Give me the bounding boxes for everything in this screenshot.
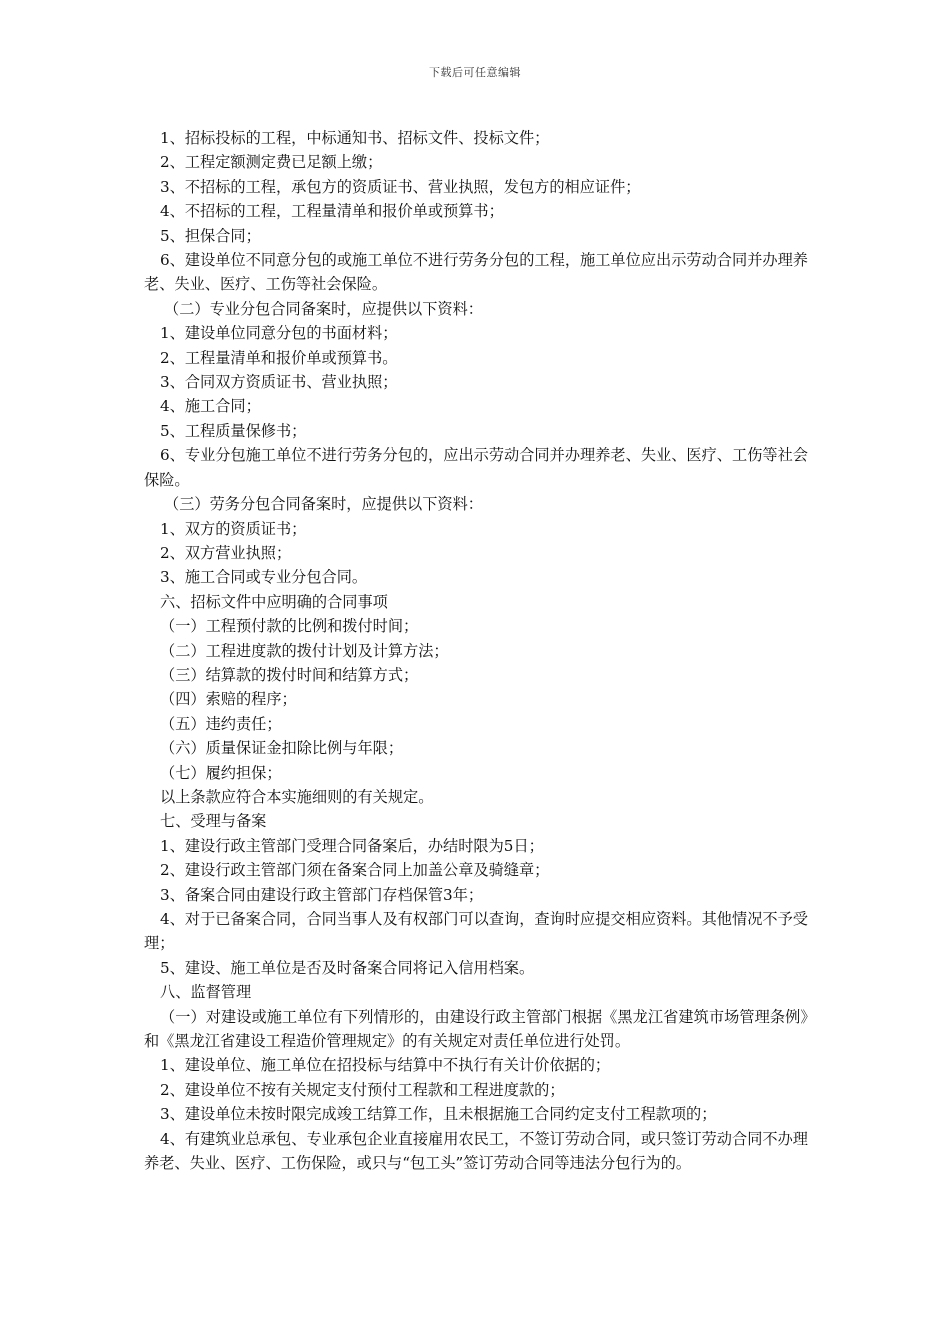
- paragraph-line: 6、专业分包施工单位不进行劳务分包的，应出示劳动合同并办理养老、失业、医疗、工伤等社会保险。: [144, 446, 808, 489]
- paragraph-line: （三）结算款的拨付时间和结算方式；: [160, 665, 419, 684]
- paragraph-line: 1、建设单位同意分包的书面材料；: [160, 324, 398, 343]
- paragraph-line: 2、工程量清单和报价单或预算书。: [160, 348, 398, 367]
- section-heading: （二）专业分包合同备案时，应提供以下资料：: [164, 299, 483, 318]
- section-heading: 八、监督管理: [160, 983, 252, 1002]
- paragraph-line: 3、备案合同由建设行政主管部门存档保管3年；: [160, 885, 484, 904]
- paragraph-line: 2、双方营业执照；: [160, 543, 292, 562]
- paragraph-line: （一）对建设或施工单位有下列情形的，由建设行政主管部门根据《黑龙江省建筑市场管理条例》和《黑龙江省建设工程造价管理规定》的有关规定对责任单位进行处罚。: [144, 1007, 808, 1051]
- paragraph-line: 4、施工合同；: [160, 397, 261, 416]
- paragraph-line: 1、双方的资质证书；: [160, 519, 307, 538]
- paragraph-line: 5、建设、施工单位是否及时备案合同将记入信用档案。: [160, 958, 535, 977]
- section-heading: （三）劳务分包合同备案时，应提供以下资料：: [164, 495, 483, 514]
- paragraph-line: 3、不招标的工程，承包方的资质证书、营业执照，发包方的相应证件；: [160, 177, 641, 196]
- paragraph-line: 1、建设行政主管部门受理合同备案后，办结时限为5日；: [160, 836, 544, 855]
- paragraph-line: 5、担保合同；: [160, 226, 261, 245]
- paragraph-line: （六）质量保证金扣除比例与年限；: [160, 739, 403, 758]
- section-heading: 七、受理与备案: [160, 812, 267, 831]
- paragraph-line: 1、建设单位、施工单位在招投标与结算中不执行有关计价依据的；: [160, 1056, 611, 1075]
- header-note: 下载后可任意编辑: [429, 66, 521, 79]
- paragraph-line: 4、不招标的工程，工程量清单和报价单或预算书；: [160, 202, 504, 221]
- paragraph-line: 4、有建筑业总承包、专业承包企业直接雇用农民工，不签订劳动合同，或只签订劳动合同不办理养老、失业、医疗、工伤保险，或只与“包工头”签订劳动合同等违法分包行为的。: [144, 1129, 808, 1173]
- paragraph-line: （一）工程预付款的比例和拨付时间；: [160, 617, 419, 636]
- paragraph-line: （五）违约责任；: [160, 714, 282, 733]
- paragraph-line: 以上条款应符合本实施细则的有关规定。: [160, 787, 434, 806]
- paragraph-line: （七）履约担保；: [160, 763, 282, 782]
- paragraph-line: 3、建设单位未按时限完成竣工结算工作，且未根据施工合同约定支付工程款项的；: [160, 1105, 717, 1124]
- paragraph-line: 6、建设单位不同意分包的或施工单位不进行劳务分包的工程，施工单位应出示劳动合同并办理养老、失业、医疗、工伤等社会保险。: [144, 251, 808, 294]
- paragraph-line: 5、工程质量保修书；: [160, 421, 307, 440]
- paragraph-line: 1、招标投标的工程，中标通知书、招标文件、投标文件；: [160, 129, 550, 147]
- paragraph-line: 2、建设单位不按有关规定支付预付工程款和工程进度款的；: [160, 1080, 565, 1099]
- section-heading: 六、招标文件中应明确的合同事项: [160, 592, 388, 611]
- document-body: [144, 126, 808, 1175]
- paragraph-line: 2、工程定额测定费已足额上缴；: [160, 153, 383, 172]
- paragraph-line: 4、对于已备案合同，合同当事人及有权部门可以查询，查询时应提交相应资料。其他情况不予受理；: [144, 910, 808, 953]
- paragraph-line: （四）索赔的程序；: [160, 690, 297, 709]
- paragraph-line: 3、合同双方资质证书、营业执照；: [160, 373, 398, 392]
- paragraph-line: （二）工程进度款的拨付计划及计算方法；: [160, 641, 449, 660]
- paragraph-line: 2、建设行政主管部门须在备案合同上加盖公章及骑缝章；: [160, 861, 550, 880]
- paragraph-line: 3、施工合同或专业分包合同。: [160, 568, 368, 587]
